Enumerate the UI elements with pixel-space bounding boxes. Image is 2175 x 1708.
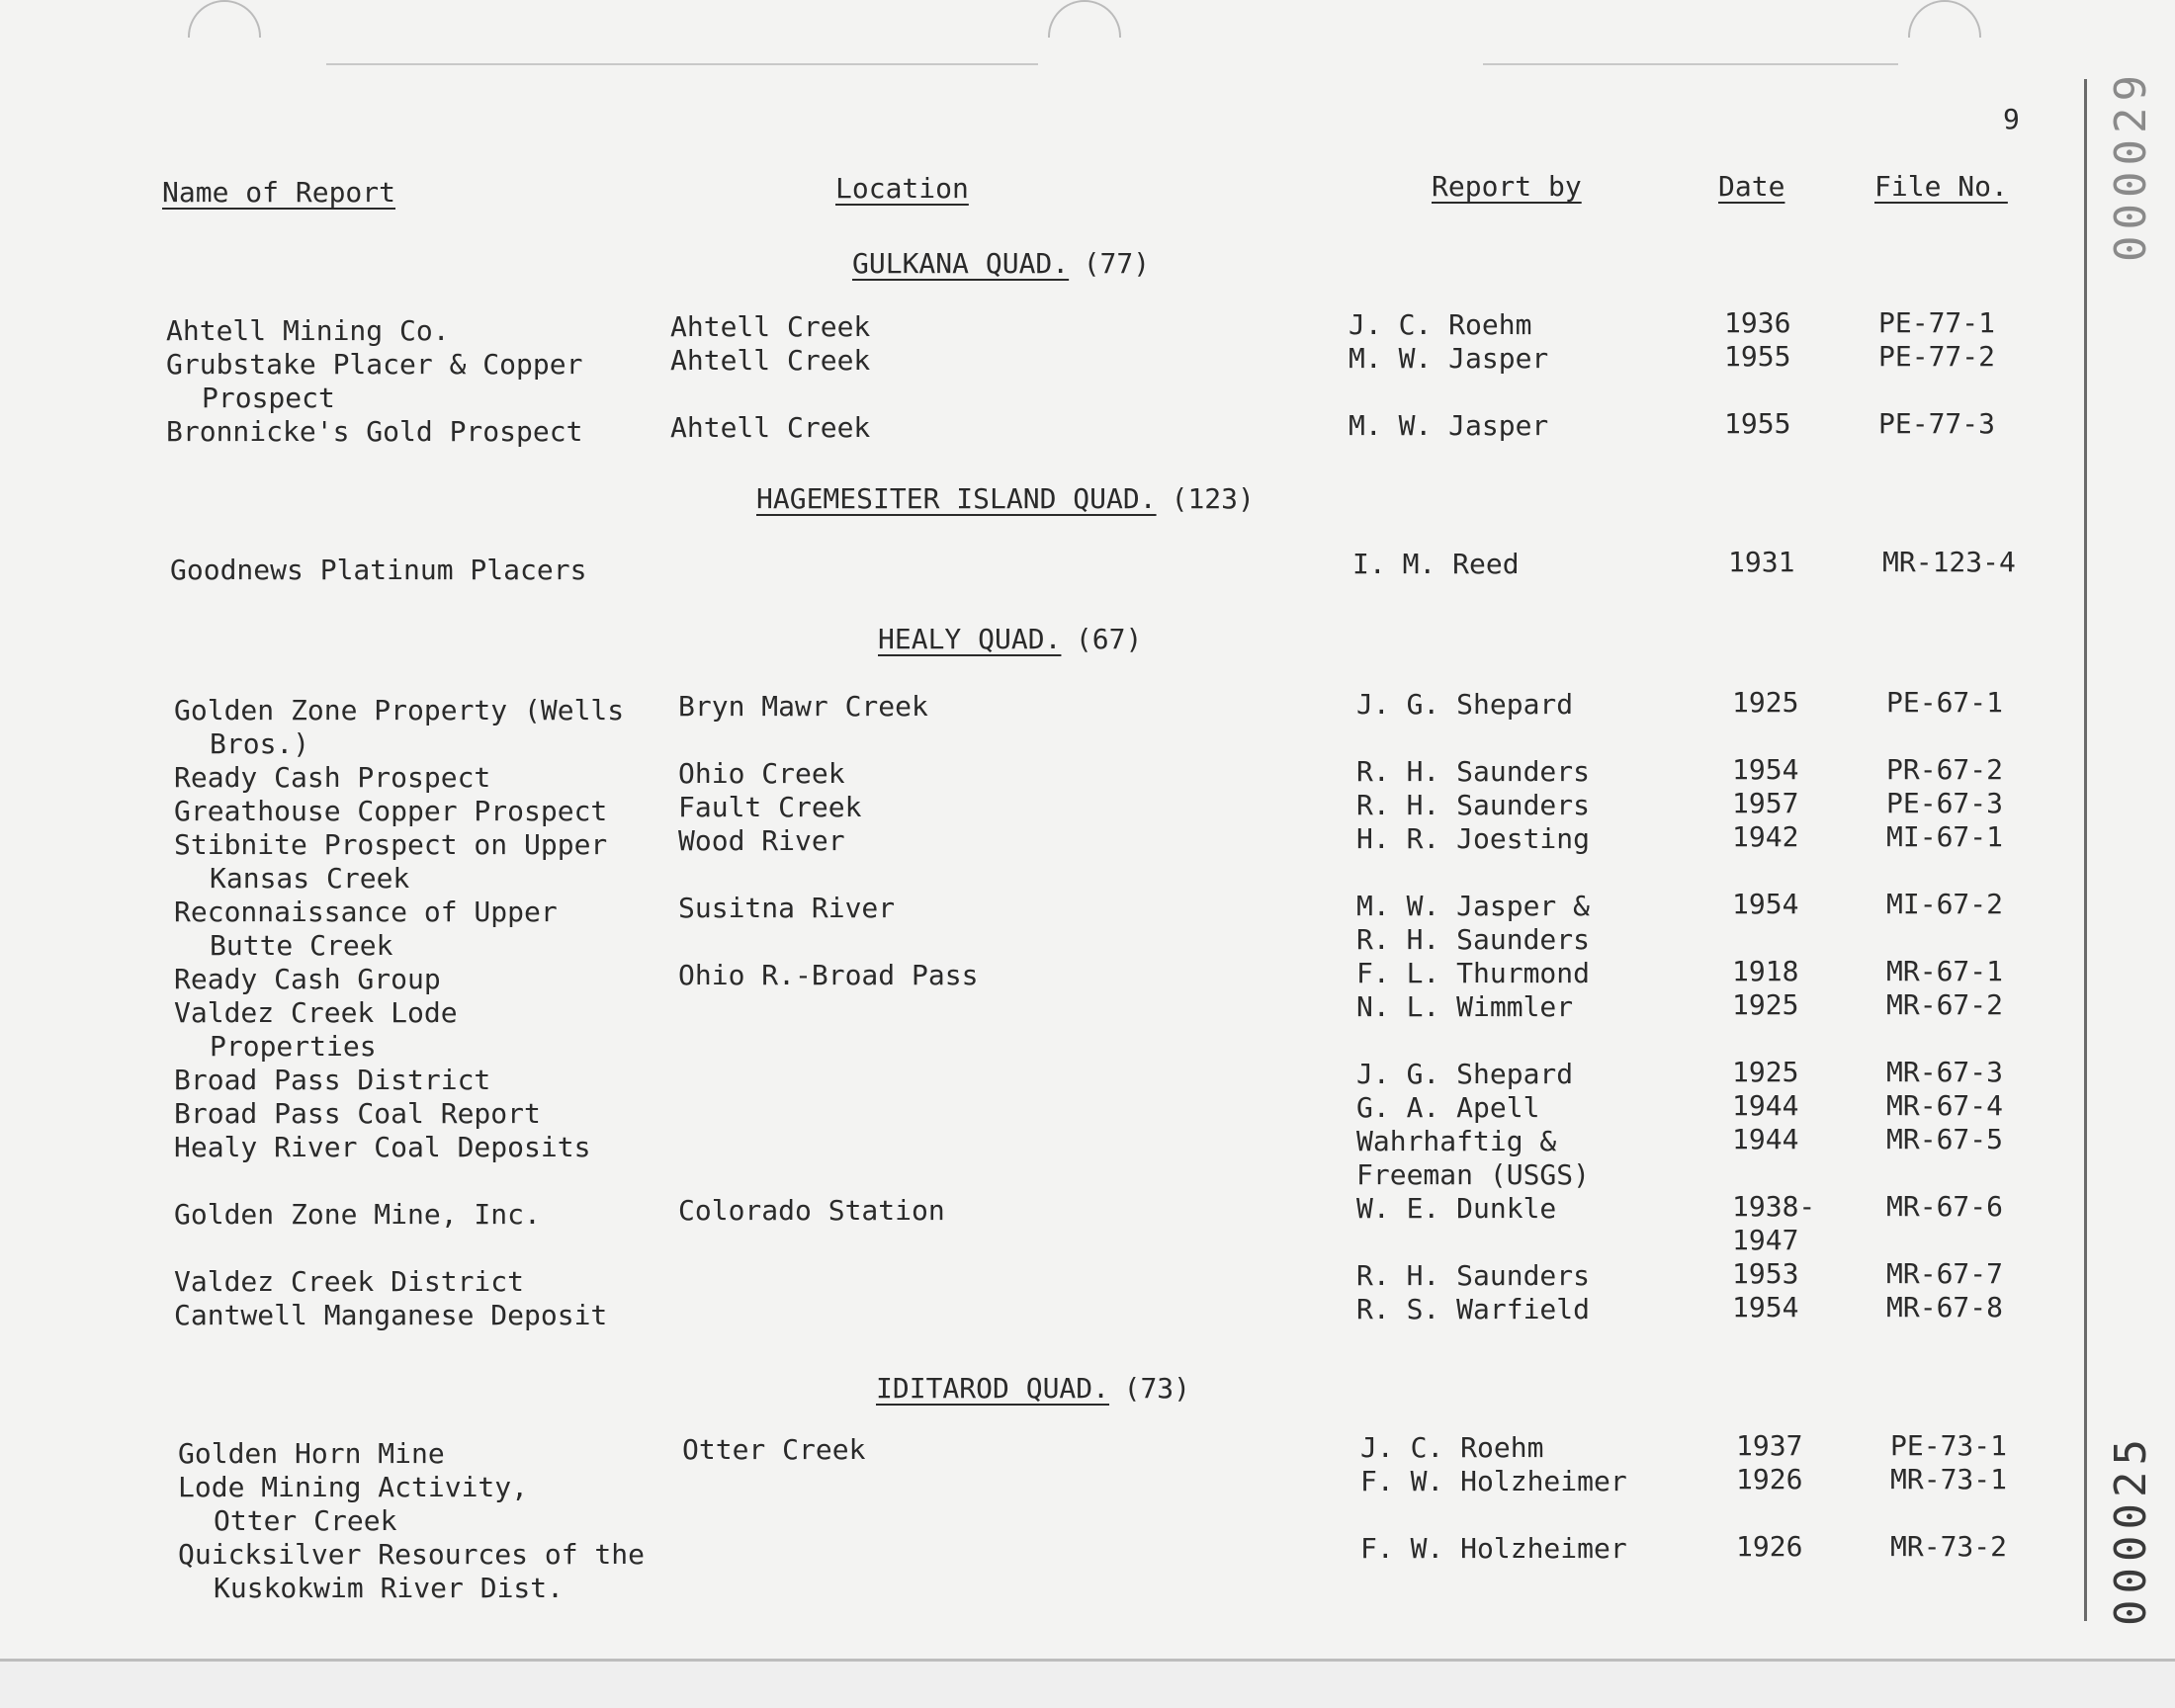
report-author: J. G. Shepard [1356,1058,1574,1090]
report-author: F. L. Thurmond [1356,957,1591,989]
top-rule [326,63,1038,65]
section-number: (73) [1123,1372,1191,1405]
report-date: 1947 [1732,1224,1799,1256]
report-author: J. G. Shepard [1356,688,1574,721]
section-title: HAGEMESITER ISLAND QUAD. [756,482,1157,515]
report-file-no: MR-123-4 [1882,546,2016,578]
report-name: Properties [210,1030,377,1063]
report-name: Golden Zone Mine, Inc. [174,1198,541,1231]
report-author: N. L. Wimmler [1356,990,1574,1023]
report-name: Bros.) [210,727,310,760]
report-file-no: MR-67-6 [1886,1190,2004,1223]
report-location: Ohio Creek [678,757,845,790]
top-rule [1483,63,1898,65]
report-location: Ahtell Creek [670,310,871,343]
report-author: R. H. Saunders [1356,1259,1591,1292]
report-author: I. M. Reed [1352,548,1520,580]
report-location: Otter Creek [682,1433,866,1466]
report-date: 1944 [1732,1089,1799,1122]
report-author: R. H. Saunders [1356,923,1591,956]
report-name: Stibnite Prospect on Upper [174,828,608,861]
report-date: 1942 [1732,820,1799,853]
page-number: 9 [2003,103,2020,135]
report-file-no: MR-67-4 [1886,1089,2004,1122]
report-name: Broad Pass Coal Report [174,1097,541,1130]
report-date: 1955 [1724,340,1791,373]
report-name: Reconnaissance of Upper [174,896,558,928]
report-name: Golden Zone Property (Wells [174,694,625,726]
report-location: Fault Creek [678,791,862,823]
report-name: Kansas Creek [210,862,410,895]
report-name: Healy River Coal Deposits [174,1131,591,1163]
report-file-no: MR-67-2 [1886,988,2004,1021]
section-number: (67) [1075,623,1143,655]
report-name: Broad Pass District [174,1064,491,1096]
section-title: GULKANA QUAD. [852,247,1070,280]
punch-hole [1908,0,1981,38]
report-location: Bryn Mawr Creek [678,690,928,723]
report-name: Cantwell Manganese Deposit [174,1299,608,1331]
header-report-by: Report by [1432,170,1582,203]
report-name: Ready Cash Prospect [174,761,491,794]
report-date: 1926 [1736,1530,1803,1563]
report-date: 1955 [1724,407,1791,440]
report-name: Butte Creek [210,929,393,962]
report-date: 1957 [1732,787,1799,819]
report-name: Quicksilver Resources of the [178,1538,646,1571]
header-file-no: File No. [1874,170,2008,203]
report-name: Kuskokwim River Dist. [214,1572,565,1604]
report-name: Ready Cash Group [174,963,441,995]
report-location: Colorado Station [678,1194,945,1227]
stamp-top-right: 000029 [2106,69,2156,262]
report-location: Susitna River [678,892,896,924]
report-date: 1954 [1732,753,1799,786]
report-author: R. S. Warfield [1356,1293,1591,1325]
punch-hole [188,0,261,38]
report-date: 1937 [1736,1429,1803,1462]
report-date: 1953 [1732,1257,1799,1290]
section-number: (77) [1083,247,1151,280]
report-date: 1918 [1732,955,1799,987]
report-name: Prospect [202,382,335,414]
header-name-of-report: Name of Report [162,176,396,209]
report-date: 1954 [1732,888,1799,920]
report-name: Ahtell Mining Co. [166,314,450,347]
report-author: M. W. Jasper [1348,409,1549,442]
report-file-no: MI-67-2 [1886,888,2004,920]
right-margin-rule [2084,79,2087,1621]
report-file-no: MR-67-8 [1886,1291,2004,1324]
report-file-no: MR-67-1 [1886,955,2004,987]
stamp-bottom-right: 000025 [2106,1433,2156,1626]
report-date: 1931 [1728,546,1795,578]
report-location: Ahtell Creek [670,411,871,444]
report-file-no: PE-67-1 [1886,686,2004,719]
report-name: Valdez Creek District [174,1265,525,1298]
report-file-no: MR-73-1 [1890,1463,2008,1495]
report-file-no: PE-67-3 [1886,787,2004,819]
report-author: Wahrhaftig & [1356,1125,1557,1157]
report-location: Wood River [678,824,845,857]
report-name: Goodnews Platinum Placers [170,554,587,586]
report-name: Golden Horn Mine [178,1437,445,1470]
report-author: Freeman (USGS) [1356,1158,1591,1191]
report-name: Valdez Creek Lode [174,996,458,1029]
report-location: Ahtell Creek [670,344,871,377]
report-location: Ohio R.-Broad Pass [678,959,979,991]
report-author: G. A. Apell [1356,1091,1540,1124]
report-author: R. H. Saunders [1356,755,1591,788]
section-number: (123) [1171,482,1255,515]
report-name: Bronnicke's Gold Prospect [166,415,583,448]
report-file-no: PR-67-2 [1886,753,2004,786]
report-date: 1926 [1736,1463,1803,1495]
report-date: 1925 [1732,1056,1799,1088]
report-author: F. W. Holzheimer [1360,1465,1627,1497]
report-date: 1944 [1732,1123,1799,1155]
report-date: 1938- [1732,1190,1816,1223]
section-title: HEALY QUAD. [878,623,1062,655]
report-date: 1925 [1732,686,1799,719]
header-date: Date [1718,170,1785,203]
report-author: J. C. Roehm [1348,308,1532,341]
report-file-no: MR-73-2 [1890,1530,2008,1563]
report-name: Lode Mining Activity, [178,1471,529,1503]
report-file-no: MR-67-5 [1886,1123,2004,1155]
report-file-no: MR-67-3 [1886,1056,2004,1088]
report-author: F. W. Holzheimer [1360,1532,1627,1565]
report-name: Otter Creek [214,1504,397,1537]
punch-hole [1048,0,1121,38]
report-name: Greathouse Copper Prospect [174,795,608,827]
header-location: Location [835,172,969,205]
report-author: J. C. Roehm [1360,1431,1544,1464]
report-file-no: PE-77-2 [1878,340,1996,373]
report-file-no: PE-77-3 [1878,407,1996,440]
report-date: 1936 [1724,306,1791,339]
section-title: IDITAROD QUAD. [876,1372,1110,1405]
report-author: R. H. Saunders [1356,789,1591,821]
report-author: W. E. Dunkle [1356,1192,1557,1225]
report-date: 1925 [1732,988,1799,1021]
report-name: Grubstake Placer & Copper [166,348,583,381]
report-author: H. R. Joesting [1356,822,1591,855]
report-author: M. W. Jasper & [1356,890,1591,922]
report-file-no: PE-77-1 [1878,306,1996,339]
report-file-no: MR-67-7 [1886,1257,2004,1290]
report-author: M. W. Jasper [1348,342,1549,375]
report-date: 1954 [1732,1291,1799,1324]
report-file-no: PE-73-1 [1890,1429,2008,1462]
report-file-no: MI-67-1 [1886,820,2004,853]
